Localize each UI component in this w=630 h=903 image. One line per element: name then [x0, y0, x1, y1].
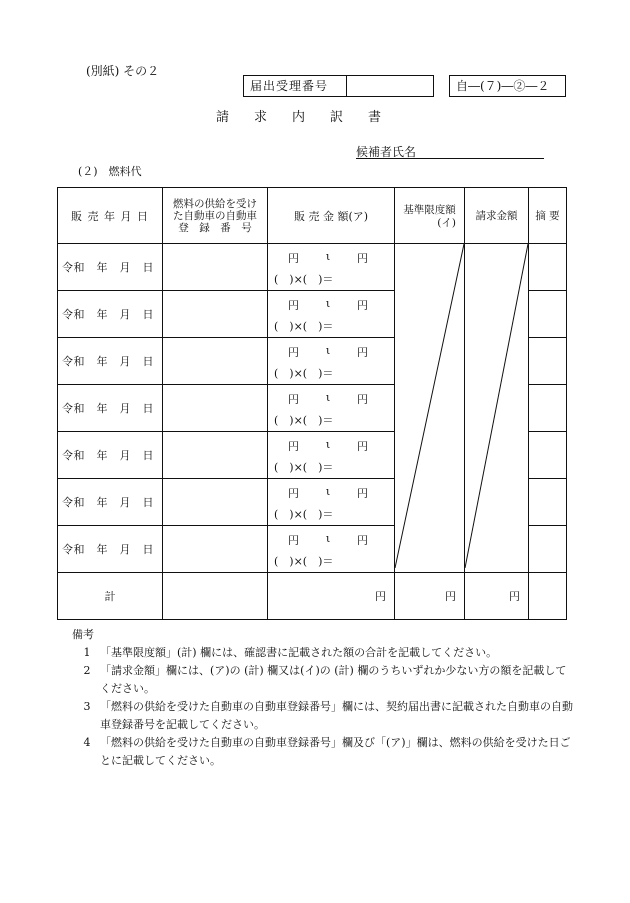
row-vehicle[interactable]: [163, 526, 268, 573]
yen-unit: 円: [288, 440, 299, 453]
form-code-box: [449, 75, 566, 97]
total-remarks[interactable]: [529, 573, 567, 620]
separator-mark: ι: [325, 344, 331, 357]
row-vehicle[interactable]: [163, 291, 268, 338]
row-date[interactable]: 令和 年 月 日: [58, 291, 163, 338]
row-remarks[interactable]: [529, 432, 567, 479]
header-amount: 販 売 金 額(ア): [268, 188, 395, 244]
receipt-number-label: 届出受理番号: [243, 75, 347, 97]
row-vehicle[interactable]: [163, 244, 268, 291]
row-amount[interactable]: [268, 432, 395, 479]
note-item: [74, 644, 574, 662]
yen-unit: 円: [288, 393, 299, 406]
row-vehicle[interactable]: [163, 385, 268, 432]
note-text: 「請求金額」欄には、(ア)の (計) 欄又は(イ)の (計) 欄のうちいずれか少ない方の額を記載してください。: [100, 664, 567, 695]
row-vehicle[interactable]: [163, 338, 268, 385]
header-remarks: 摘 要: [529, 188, 567, 244]
total-row: [58, 573, 567, 620]
header-vehicle-line1: 燃料の供給を受け: [173, 197, 257, 210]
receipt-number-box: [243, 75, 434, 97]
candidate-name-line[interactable]: [356, 158, 544, 159]
total-label: 計: [58, 573, 163, 620]
amount-formula: ( )×( )＝: [274, 273, 334, 286]
yen-unit: 円: [356, 393, 368, 406]
row-vehicle[interactable]: [163, 432, 268, 479]
amount-formula: ( )×( )＝: [274, 508, 334, 521]
header-date: 販 売 年 月 日: [58, 188, 163, 244]
amount-formula: ( )×( )＝: [274, 555, 334, 568]
candidate-name-label: 候補者氏名: [356, 145, 417, 159]
note-number: 2: [83, 664, 91, 677]
section-label: (２) 燃料代: [78, 165, 142, 178]
yen-unit: 円: [288, 534, 299, 547]
separator-mark: ι: [325, 250, 331, 263]
yen-unit: 円: [356, 534, 368, 547]
note-item: [74, 662, 574, 698]
note-number: 1: [83, 646, 91, 659]
limit-struck-cell: [395, 244, 465, 573]
amount-formula: ( )×( )＝: [274, 461, 334, 474]
yen-unit: 円: [288, 346, 299, 359]
note-number: 3: [83, 700, 91, 713]
row-amount[interactable]: [268, 526, 395, 573]
yen-unit: 円: [288, 252, 299, 265]
yen-unit: 円: [356, 487, 368, 500]
row-amount[interactable]: [268, 244, 395, 291]
attachment-label: (別紙) その２: [86, 64, 160, 78]
claim-strike-line: [465, 244, 529, 568]
header-vehicle-line2: た自動車の自動車: [173, 209, 257, 222]
yen-unit: 円: [288, 487, 299, 500]
form-code: 自―(７)―②―２: [449, 75, 566, 97]
note-item: [74, 734, 574, 770]
note-text: 「基準限度額」(計) 欄には、確認書に記載された額の合計を記載してください。: [100, 646, 498, 659]
header-limit-line1: 基準限度額: [403, 204, 456, 216]
row-date[interactable]: 令和 年 月 日: [58, 338, 163, 385]
amount-formula: ( )×( )＝: [274, 320, 334, 333]
row-amount[interactable]: [268, 338, 395, 385]
row-remarks[interactable]: [529, 291, 567, 338]
table-row: [58, 244, 567, 291]
separator-mark: ι: [325, 438, 331, 451]
amount-formula: ( )×( )＝: [274, 414, 334, 427]
header-vehicle-line3: 登 録 番 号: [178, 221, 252, 234]
row-amount[interactable]: [268, 479, 395, 526]
row-remarks[interactable]: [529, 526, 567, 573]
header-limit-line2: (イ): [437, 217, 456, 229]
total-claim[interactable]: 円: [465, 573, 529, 620]
separator-mark: ι: [325, 485, 331, 498]
fuel-cost-table: [57, 187, 567, 620]
separator-mark: ι: [325, 532, 331, 545]
row-amount[interactable]: [268, 385, 395, 432]
total-amount[interactable]: 円: [268, 573, 395, 620]
yen-unit: 円: [356, 346, 368, 359]
notes-title: 備考: [72, 628, 94, 641]
amount-formula: ( )×( )＝: [274, 367, 334, 380]
row-vehicle[interactable]: [163, 479, 268, 526]
receipt-number-field[interactable]: [347, 75, 434, 97]
limit-strike-line: [395, 244, 465, 568]
yen-unit: 円: [356, 252, 368, 265]
separator-mark: ι: [325, 297, 331, 310]
row-date[interactable]: 令和 年 月 日: [58, 479, 163, 526]
page-title: 請 求 内 訳 書: [216, 110, 388, 125]
claim-struck-cell: [465, 244, 529, 573]
row-remarks[interactable]: [529, 338, 567, 385]
yen-unit: 円: [356, 299, 368, 312]
row-date[interactable]: 令和 年 月 日: [58, 385, 163, 432]
row-remarks[interactable]: [529, 244, 567, 291]
header-vehicle-number: [163, 188, 268, 244]
note-text: 「燃料の供給を受けた自動車の自動車登録番号」欄には、契約届出書に記載された自動車の自動車登録番号を記載してください。: [100, 700, 573, 731]
note-item: [74, 698, 574, 734]
note-number: 4: [83, 736, 91, 749]
row-remarks[interactable]: [529, 479, 567, 526]
header-claim: 請求金額: [465, 188, 529, 244]
row-date[interactable]: 令和 年 月 日: [58, 432, 163, 479]
note-text: 「燃料の供給を受けた自動車の自動車登録番号」欄及び「(ア)」欄は、燃料の供給を受けた日ごとに記載してください。: [100, 736, 571, 767]
yen-unit: 円: [356, 440, 368, 453]
row-date[interactable]: 令和 年 月 日: [58, 526, 163, 573]
row-date[interactable]: 令和 年 月 日: [58, 244, 163, 291]
separator-mark: ι: [325, 391, 331, 404]
row-amount[interactable]: [268, 291, 395, 338]
row-remarks[interactable]: [529, 385, 567, 432]
header-limit: [395, 188, 465, 244]
notes-section: [74, 626, 574, 770]
total-limit[interactable]: 円: [395, 573, 465, 620]
yen-unit: 円: [288, 299, 299, 312]
total-vehicle: [163, 573, 268, 620]
